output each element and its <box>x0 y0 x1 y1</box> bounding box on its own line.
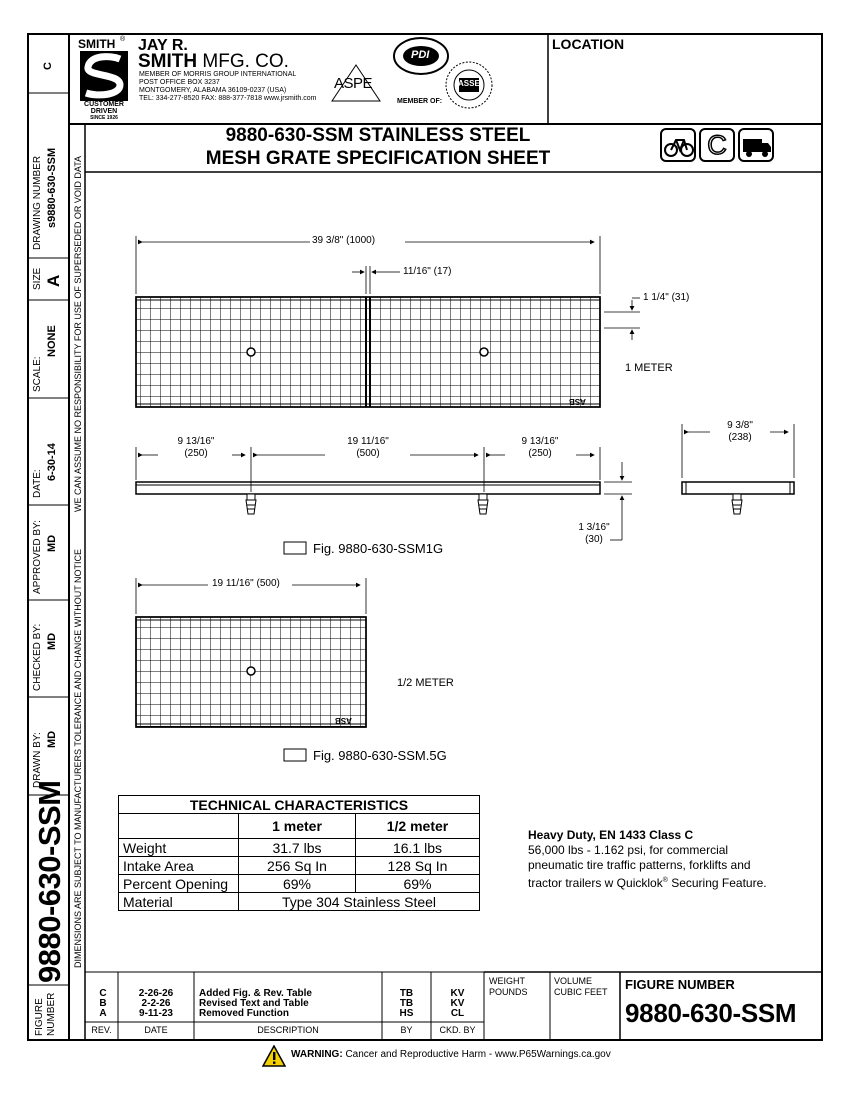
dim-side-a: 9 13/16" (250) <box>177 436 215 459</box>
duty-block: Heavy Duty, EN 1433 Class C 56,000 lbs - 1.162 psi, for commercial pneumatic tire traffic patterns, forklifts and tractor trailers w Quicklok® Securing Feature. <box>528 828 767 890</box>
customer-tag: CUSTOMER <box>84 101 124 108</box>
dim-side-b: 9 13/16" (250) <box>521 436 559 459</box>
figure-number: 9880-630-SSM <box>625 998 797 1028</box>
figure-label: FIGURE <box>34 998 45 1036</box>
label-half: 1/2 METER <box>397 677 454 689</box>
approved-value: MD <box>46 534 58 552</box>
rev-header-by: BY <box>400 1025 413 1035</box>
rev-ckd: KV KV CL <box>450 988 465 1019</box>
size-label: SIZE <box>32 267 43 290</box>
quicklok-bolt-icon <box>246 494 256 514</box>
smith-mark: SMITH <box>78 37 116 51</box>
grate-mark-1m: ASB <box>569 397 586 406</box>
grate-1m-side-view <box>136 482 600 514</box>
driven-tag: DRIVEN <box>90 108 118 115</box>
drawn-label: DRAWN BY: <box>32 732 43 788</box>
warning-text: WARNING: Cancer and Reproductive Harm - www.P65Warnings.ca.gov <box>291 1049 611 1060</box>
grate-mark-half: ASB <box>335 716 352 725</box>
drawing-number-label: DRAWING NUMBER <box>32 155 43 250</box>
fig2-box <box>284 749 306 761</box>
duty-heading: Heavy Duty, EN 1433 Class C <box>528 828 694 842</box>
asse-seal-text: ASSE <box>458 79 480 88</box>
company-sub3: MONTGOMERY, ALABAMA 36109-0237 (USA) <box>139 87 287 94</box>
quicklok-bolt-icon <box>478 494 488 514</box>
table-row: Intake Area 256 Sq In 128 Sq In <box>119 857 480 875</box>
sidebar-figure-number: 9880-630-SSM <box>32 780 67 983</box>
tech-title: TECHNICAL CHARACTERISTICS <box>119 796 480 814</box>
fig1-box <box>284 542 306 554</box>
rev-header-rev: REV. <box>91 1025 112 1035</box>
title-line2: MESH GRATE SPECIFICATION SHEET <box>205 148 551 169</box>
location-label: LOCATION <box>552 36 625 52</box>
rev-descriptions: Added Fig. & Rev. Table Revised Text and Table Removed Function <box>199 988 312 1019</box>
tech-col-1m: 1 meter <box>239 814 356 839</box>
company-sub4: TEL: 334-277-8520 FAX: 888-377-7818 www.jrsmith.com <box>139 95 317 102</box>
dim-center: 19 11/16" (500) <box>347 436 389 459</box>
fig1-label: Fig. 9880-630-SSM1G <box>313 541 444 556</box>
dim-width: 9 3/8" (238) <box>727 420 753 443</box>
company-sub1: MEMBER OF MORRIS GROUP INTERNATIONAL <box>139 71 297 78</box>
rev-letters: C B A <box>99 988 107 1019</box>
disclaimer-note: WE CAN ASSUME NO RESPONSIBILITY FOR USE OF SUPERSEDED OR VOID DATA <box>73 155 83 512</box>
grate-end-view <box>682 482 794 514</box>
table-row: Weight 31.7 lbs 16.1 lbs <box>119 839 480 857</box>
rev-header-date: DATE <box>144 1025 168 1035</box>
number-label: NUMBER <box>46 992 57 1036</box>
grate-half-top-view <box>136 617 366 727</box>
dim-overall: 39 3/8" (1000) <box>312 235 376 246</box>
date-value: 6-30-14 <box>46 443 58 481</box>
title-line1: 9880-630-SSM STAINLESS STEEL <box>225 125 531 146</box>
aspe-logo: ASPE <box>330 63 382 103</box>
size-value: A <box>44 274 63 287</box>
grate-1m-top-view <box>136 297 600 407</box>
table-row: Percent Opening 69% 69% <box>119 875 480 893</box>
approved-label: APPROVED BY: <box>32 520 43 594</box>
fig2-label: Fig. 9880-630-SSM.5G <box>313 748 447 763</box>
tech-col-half: 1/2 meter <box>356 814 480 839</box>
scale-value: NONE <box>46 325 58 357</box>
quicklok-bolt-icon <box>732 494 742 514</box>
checked-value: MD <box>46 632 58 650</box>
dim-height: 1 3/16" (30) <box>578 522 610 545</box>
rev-header-desc: DESCRIPTION <box>257 1025 319 1035</box>
dim-thickness: 1 1/4" (31) <box>643 292 690 303</box>
label-1m: 1 METER <box>625 362 673 374</box>
checked-label: CHECKED BY: <box>32 623 43 691</box>
volume-label: VOLUME CUBIC FEET <box>554 976 608 997</box>
tech-table <box>118 795 480 911</box>
table-row: Material Type 304 Stainless Steel <box>119 893 480 911</box>
member-of-label: MEMBER OF: <box>397 98 443 105</box>
weight-label: WEIGHT POUNDS <box>489 976 528 997</box>
warning-icon <box>262 1045 286 1067</box>
tolerance-note: DIMENSIONS ARE SUBJECT TO MANUFACTURERS TOLERANCE AND CHANGE WITHOUT NOTICE <box>73 548 83 968</box>
dim-gap: 11/16" (17) <box>403 266 452 277</box>
drawing-number: s9880-630-SSM <box>46 147 58 228</box>
drawn-value: MD <box>46 730 58 748</box>
figure-number-label: FIGURE NUMBER <box>625 977 735 992</box>
class-c-icon: C <box>699 128 735 162</box>
company-name-line2: SMITH MFG. CO. <box>138 51 289 72</box>
date-label: DATE: <box>32 469 43 498</box>
since-tag: SINCE 1926 <box>90 115 118 121</box>
company-name-line1: JAY R. <box>138 37 188 54</box>
dim-half: 19 11/16" (500) <box>212 578 280 589</box>
rev-by: TB TB HS <box>399 988 414 1019</box>
rev-letter: C <box>42 62 54 70</box>
pdi-logo-text: PDI <box>411 49 430 61</box>
rev-header-ckd: CKD. BY <box>439 1025 476 1035</box>
company-logo: SMITH ® CUSTOMER DRIVEN SINCE 1926 <box>74 37 134 119</box>
rev-dates: 2-26-26 2-2-26 9-11-23 <box>138 988 174 1019</box>
scale-label: SCALE: <box>32 356 43 392</box>
company-sub2: POST OFFICE BOX 3237 <box>139 79 220 86</box>
